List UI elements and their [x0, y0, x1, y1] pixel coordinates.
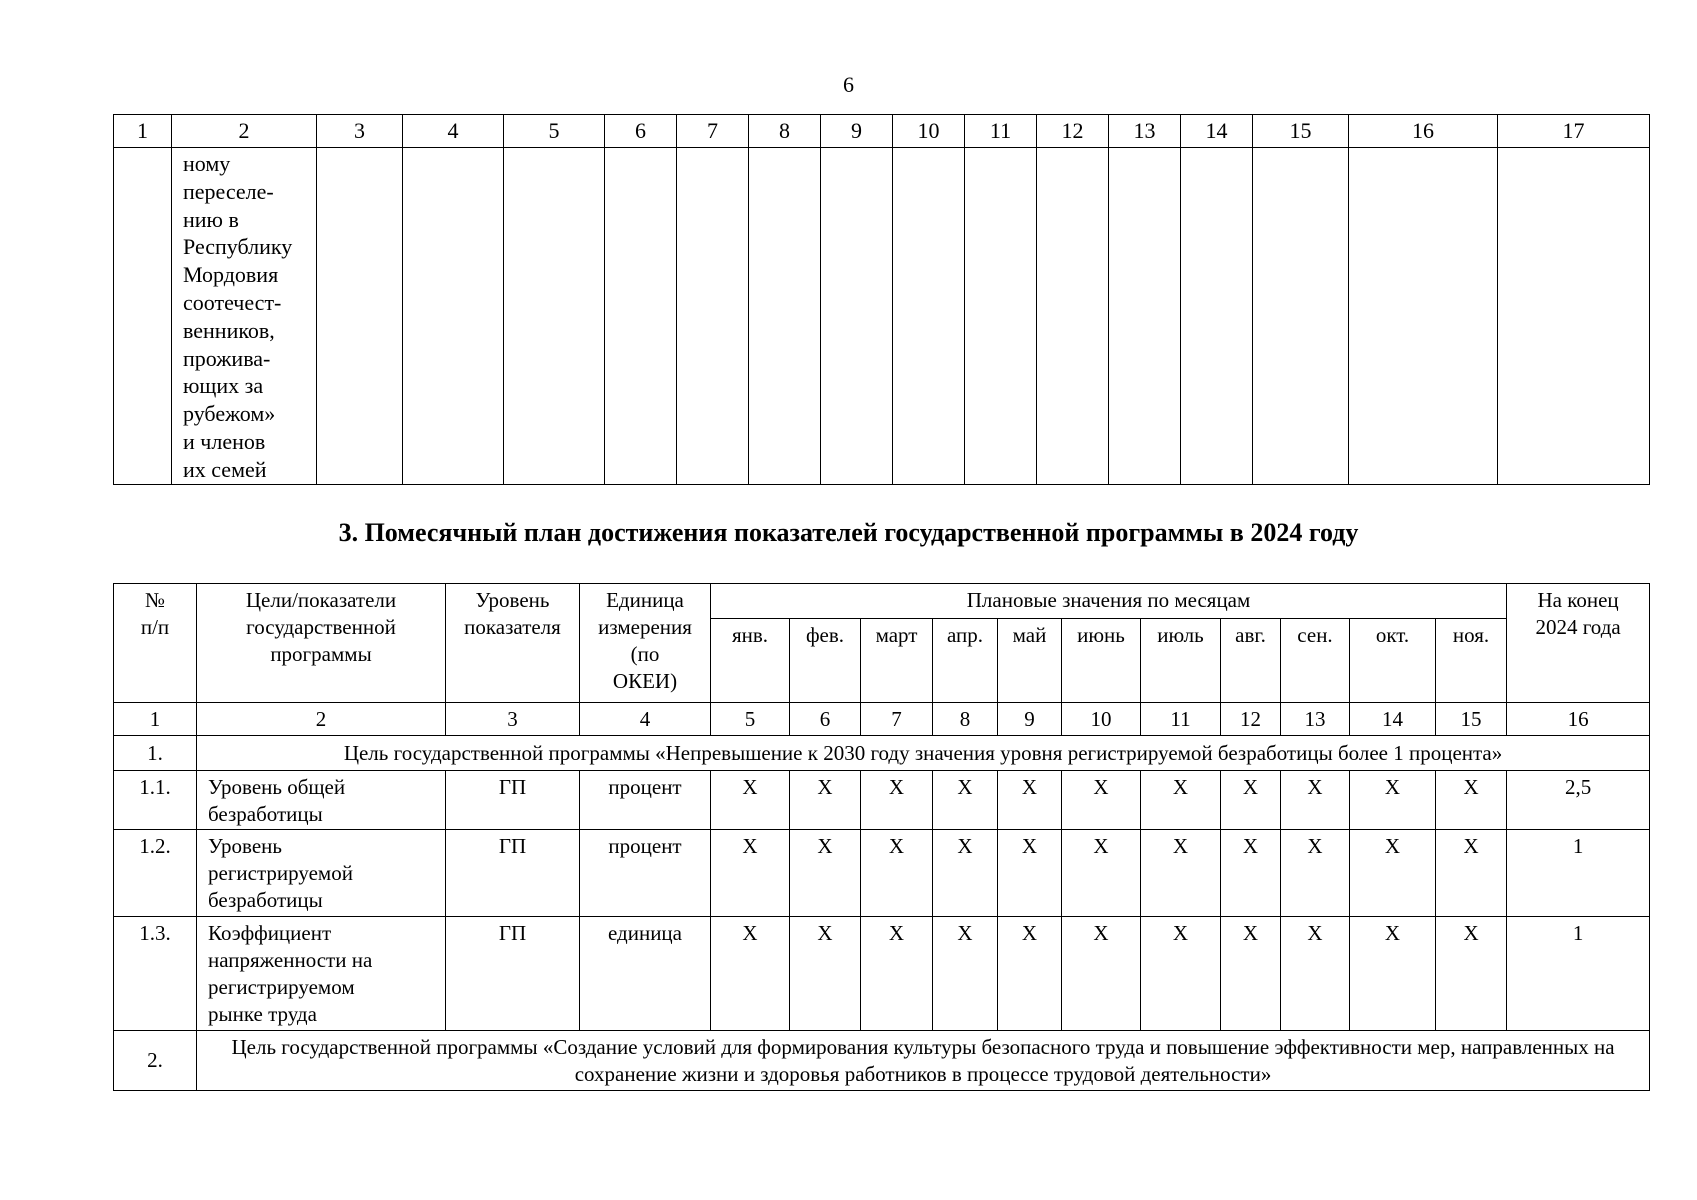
page-number: 6: [843, 72, 854, 97]
goal-number: 1.: [114, 736, 197, 771]
column-number: 9: [998, 703, 1062, 736]
continuation-table: [113, 114, 1650, 485]
column-number: 15: [1253, 115, 1349, 148]
table-cell: [1349, 148, 1498, 485]
header-goals: Цели/показатели государственной программы: [197, 584, 446, 703]
month-value: X: [711, 830, 790, 917]
goal-number: 2.: [114, 1031, 197, 1091]
column-number: 3: [446, 703, 580, 736]
continuation-row: [114, 148, 1650, 485]
column-number: 3: [317, 115, 403, 148]
table-row: [114, 830, 1650, 917]
month-value: X: [998, 830, 1062, 917]
indicator-level: ГП: [446, 771, 580, 830]
month-value: X: [861, 771, 933, 830]
month-value: X: [711, 771, 790, 830]
table-cell: [1253, 148, 1349, 485]
column-number: 11: [965, 115, 1037, 148]
table-cell: [965, 148, 1037, 485]
table-cell: [504, 148, 605, 485]
header-planned-values: Плановые значения по месяцам: [711, 584, 1507, 619]
header-month: май: [998, 619, 1062, 703]
month-value: X: [790, 830, 861, 917]
header-month: фев.: [790, 619, 861, 703]
header-month: сен.: [1281, 619, 1350, 703]
end-of-year-value: 2,5: [1507, 771, 1650, 830]
column-number: 14: [1350, 703, 1436, 736]
header-row: [114, 584, 1650, 619]
table-cell: [821, 148, 893, 485]
month-value: X: [1281, 917, 1350, 1031]
table-cell: [749, 148, 821, 485]
month-value: X: [998, 917, 1062, 1031]
column-number: 2: [197, 703, 446, 736]
end-of-year-value: 1: [1507, 830, 1650, 917]
table-cell: [605, 148, 677, 485]
month-value: X: [1062, 830, 1141, 917]
row-number: 1.2.: [114, 830, 197, 917]
goal-row: [114, 1031, 1650, 1091]
goal-row: [114, 736, 1650, 771]
month-value: X: [1062, 771, 1141, 830]
month-value: X: [1141, 771, 1221, 830]
column-number: 13: [1109, 115, 1181, 148]
column-number: 17: [1498, 115, 1650, 148]
month-value: X: [1141, 830, 1221, 917]
column-number: 12: [1037, 115, 1109, 148]
month-value: X: [1436, 830, 1507, 917]
goal-text: Цель государственной программы «Непревышение к 2030 году значения уровня регистрируемой безработицы более 1 процента»: [197, 736, 1650, 771]
month-value: X: [1062, 917, 1141, 1031]
column-number: 7: [677, 115, 749, 148]
column-number: 13: [1281, 703, 1350, 736]
header-month: авг.: [1221, 619, 1281, 703]
indicator-unit: единица: [580, 917, 711, 1031]
header-month: март: [861, 619, 933, 703]
column-number: 10: [1062, 703, 1141, 736]
header-month: июль: [1141, 619, 1221, 703]
header-month: окт.: [1350, 619, 1436, 703]
header-month: ноя.: [1436, 619, 1507, 703]
row-number: 1.3.: [114, 917, 197, 1031]
indicator-name: Коэффициент напряженности на регистрируемом рынке труда: [197, 917, 446, 1031]
column-number: 6: [605, 115, 677, 148]
column-number: 5: [711, 703, 790, 736]
header-level: Уровень показателя: [446, 584, 580, 703]
column-number: 9: [821, 115, 893, 148]
table-cell: [1037, 148, 1109, 485]
indicator-unit: процент: [580, 771, 711, 830]
column-number: 1: [114, 115, 172, 148]
column-number: 8: [749, 115, 821, 148]
header-month: янв.: [711, 619, 790, 703]
table-cell: [893, 148, 965, 485]
indicator-name: Уровень регистрируемой безработицы: [197, 830, 446, 917]
month-value: X: [998, 771, 1062, 830]
column-number: 14: [1181, 115, 1253, 148]
continuation-text: ному переселе- нию в Республику Мордовия соотечест- венников, прожива- ющих за рубежом» и членов их семей: [183, 151, 293, 482]
month-value: X: [790, 917, 861, 1031]
column-number: 16: [1507, 703, 1650, 736]
month-value: X: [1221, 917, 1281, 1031]
table-row: [114, 917, 1650, 1031]
row-number: 1.1.: [114, 771, 197, 830]
table-cell: [172, 148, 317, 485]
indicator-unit: процент: [580, 830, 711, 917]
month-value: X: [861, 917, 933, 1031]
indicator-level: ГП: [446, 830, 580, 917]
header-num: № п/п: [114, 584, 197, 703]
month-value: X: [1436, 771, 1507, 830]
monthly-plan-table: [113, 583, 1650, 1091]
table-cell: [1181, 148, 1253, 485]
month-value: X: [1281, 771, 1350, 830]
column-number-row: [114, 703, 1650, 736]
month-value: X: [861, 830, 933, 917]
column-number: 10: [893, 115, 965, 148]
table-cell: [403, 148, 504, 485]
month-value: X: [711, 917, 790, 1031]
month-value: X: [933, 830, 998, 917]
column-number: 11: [1141, 703, 1221, 736]
column-number: 15: [1436, 703, 1507, 736]
table-cell: [317, 148, 403, 485]
month-value: X: [1141, 917, 1221, 1031]
end-of-year-value: 1: [1507, 917, 1650, 1031]
month-value: X: [933, 917, 998, 1031]
column-number: 4: [580, 703, 711, 736]
column-number: 2: [172, 115, 317, 148]
column-number: 5: [504, 115, 605, 148]
month-value: X: [1350, 917, 1436, 1031]
month-value: X: [933, 771, 998, 830]
month-value: X: [790, 771, 861, 830]
month-value: X: [1281, 830, 1350, 917]
table-cell: [677, 148, 749, 485]
goal-text: Цель государственной программы «Создание условий для формирования культуры безопасного труда и повышение эффективности мер, направленных на сохранение жизни и здоровья работников в процессе трудовой деятельности»: [197, 1031, 1650, 1091]
column-number-row: [114, 115, 1650, 148]
month-value: X: [1221, 830, 1281, 917]
column-number: 12: [1221, 703, 1281, 736]
column-number: 1: [114, 703, 197, 736]
column-number: 4: [403, 115, 504, 148]
column-number: 16: [1349, 115, 1498, 148]
month-value: X: [1436, 917, 1507, 1031]
indicator-level: ГП: [446, 917, 580, 1031]
column-number: 6: [790, 703, 861, 736]
table-cell: [1498, 148, 1650, 485]
column-number: 7: [861, 703, 933, 736]
table-row: [114, 771, 1650, 830]
column-number: 8: [933, 703, 998, 736]
month-value: X: [1350, 771, 1436, 830]
table-cell: [114, 148, 172, 485]
table-cell: [1109, 148, 1181, 485]
header-month: апр.: [933, 619, 998, 703]
header-month: июнь: [1062, 619, 1141, 703]
indicator-name: Уровень общей безработицы: [197, 771, 446, 830]
header-end-of-year: На конец 2024 года: [1507, 584, 1650, 703]
section-title: 3. Помесячный план достижения показателей государственной программы в 2024 году: [338, 518, 1359, 547]
month-value: X: [1221, 771, 1281, 830]
header-unit: Единица измерения (по ОКЕИ): [580, 584, 711, 703]
month-value: X: [1350, 830, 1436, 917]
